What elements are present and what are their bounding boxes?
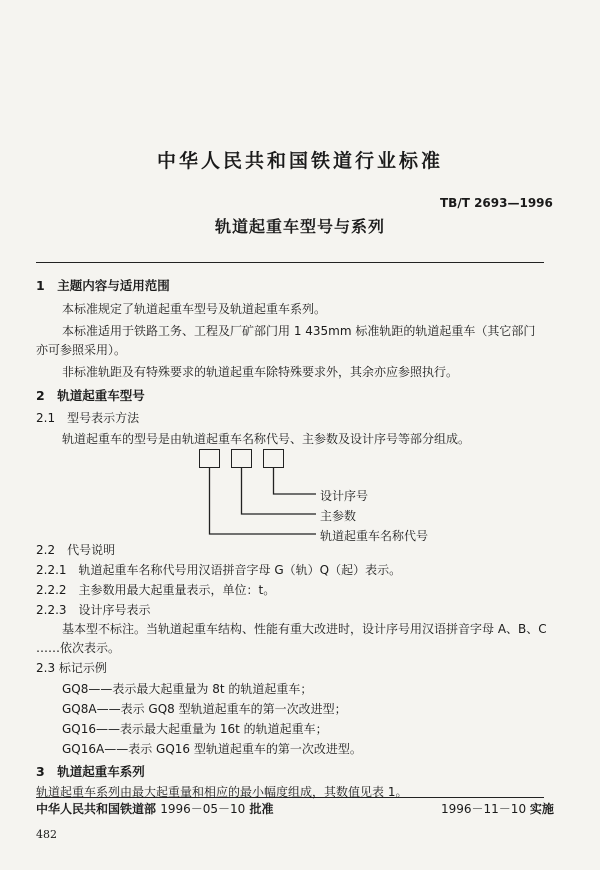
diagram-label-name-code: 轨道起重车名称代号 [320, 529, 429, 543]
diagram-label-main-param: 主参数 [320, 509, 357, 523]
standard-header: 中华人民共和国铁道行业标准 [156, 150, 443, 172]
section-2-2-2: 2.2.2 主参数用最大起重量表示，单位：t。 [36, 583, 276, 597]
section-1-heading: 1 主题内容与适用范围 [36, 278, 170, 293]
footer-divider [36, 797, 544, 798]
implementation-label: 实施 [529, 802, 554, 816]
section-2-2-1: 2.2.1 轨道起重车名称代号用汉语拼音字母 G（轨）Q（起）表示。 [36, 563, 402, 577]
footer-issuer-block [36, 800, 274, 817]
section-2-1-text: 轨道起重车的型号是由轨道起重车名称代号、主参数及设计序号等部分组成。 [62, 432, 471, 446]
section-2-2-3-text-line-1: 基本型不标注。当轨道起重车结构、性能有重大改进时，设计序号用汉语拼音字母 A、B、C [62, 622, 547, 636]
section-2-2-3-text-line-2: ……依次表示。 [36, 641, 121, 655]
section-1-paragraph-2-line-1: 本标准适用于铁路工务、工程及厂矿部门用 1 435mm 标准轨距的轨道起重车（其它部门 [62, 324, 536, 338]
section-1-paragraph-2-line-2: 亦可参照采用）。 [36, 343, 127, 357]
example-item: GQ16——表示最大起重量为 16t 的轨道起重车； [62, 722, 328, 736]
section-1-paragraph-3: 非标准轨距及有特殊要求的轨道起重车除特殊要求外，其余亦应参照执行。 [62, 365, 459, 379]
implementation-date: 1996－11－10 [441, 802, 527, 816]
example-item: GQ16A——表示 GQ16 型轨道起重车的第一次改进型。 [62, 742, 362, 756]
example-item: GQ8——表示最大起重量为 8t 的轨道起重车； [62, 682, 313, 696]
section-3-text: 轨道起重车系列由最大起重量和相应的最小幅度组成，其数值见表 1。 [36, 785, 408, 799]
section-2-heading: 2 轨道起重车型号 [36, 388, 145, 403]
section-1-paragraph-1: 本标准规定了轨道起重车型号及轨道起重车系列。 [62, 302, 327, 316]
footer-implementation-block [441, 800, 554, 817]
section-2-3-heading: 2.3 标记示例 [36, 661, 107, 675]
leader-line-seq [274, 467, 317, 494]
document-title: 轨道起重车型号与系列 [214, 217, 385, 236]
page-number: 482 [36, 828, 57, 841]
issue-date: 1996－05－10 [160, 802, 246, 816]
standard-number: TB/T 2693—1996 [440, 196, 553, 210]
diagram-label-design-seq: 设计序号 [320, 489, 369, 503]
section-2-2-3-heading: 2.2.3 设计序号表示 [36, 603, 151, 617]
issuer-name: 中华人民共和国铁道部 [36, 802, 157, 816]
leader-line-name [210, 467, 317, 534]
approve-label: 批准 [249, 802, 274, 816]
section-2-1-heading: 2.1 型号表示方法 [36, 411, 140, 425]
section-3-heading: 3 轨道起重车系列 [36, 764, 145, 779]
leader-line-param [242, 467, 317, 514]
section-2-2-heading: 2.2 代号说明 [36, 543, 116, 557]
example-item: GQ8A——表示 GQ8 型轨道起重车的第一次改进型； [62, 702, 347, 716]
